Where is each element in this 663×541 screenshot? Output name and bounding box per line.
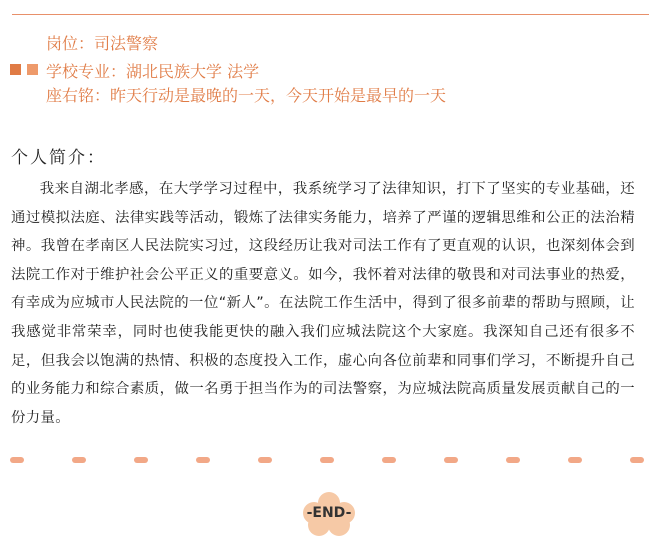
divider-dot [382,457,396,463]
intro-paragraph: 我来自湖北孝感，在大学学习过程中，我系统学习了法律知识，打下了坚实的专业基础，还通过模拟法庭、法律实践等活动，锻炼了法律实务能力，培养了严谨的逻辑思维和公正的法治精神。我曾在孝南区人民法院实习过，这段经历让我对司法工作有了更直观的认识，也深刻体会到法院工作对于维护社会公平正义的重要意义。如今，我怀着对法律的敬畏和对司法事业的热爱，有幸成为应城市人民法院的一位“新人”。在法院工作生活中，得到了很多前辈的帮助与照顾，让我感觉非常荣幸，同时也使我能更快的融入我们应城法院这个大家庭。我深知自己还有很多不足，但我会以饱满的热情、积极的态度投入工作，虚心向各位前辈和同事们学习，不断提升自己的业务能力和综合素质，做一名勇于担当作为的司法警察，为应城法院高质量发展贡献自己的一份力量。 [11,181,635,426]
position-line: 岗位：司法警察 [46,34,159,53]
motto-line: 座右铭：昨天行动是最晚的一天，今天开始是最早的一天 [46,86,447,105]
divider-dot [258,457,272,463]
end-label: -END- [306,505,352,521]
dotted-divider [10,457,650,467]
intro-heading: 个人简介： [11,148,106,168]
top-divider [12,14,649,15]
end-badge [299,492,359,538]
divider-dot [568,457,582,463]
divider-dot [320,457,334,463]
divider-dot [72,457,86,463]
divider-dot [134,457,148,463]
divider-dot [506,457,520,463]
bullet-squares [10,64,38,75]
bullet-square-icon [10,64,21,75]
bullet-square-icon [27,64,38,75]
school-major-line: 学校专业：湖北民族大学 法学 [46,62,260,81]
divider-dot [196,457,210,463]
divider-dot [10,457,24,463]
divider-dot [630,457,644,463]
divider-dot [444,457,458,463]
